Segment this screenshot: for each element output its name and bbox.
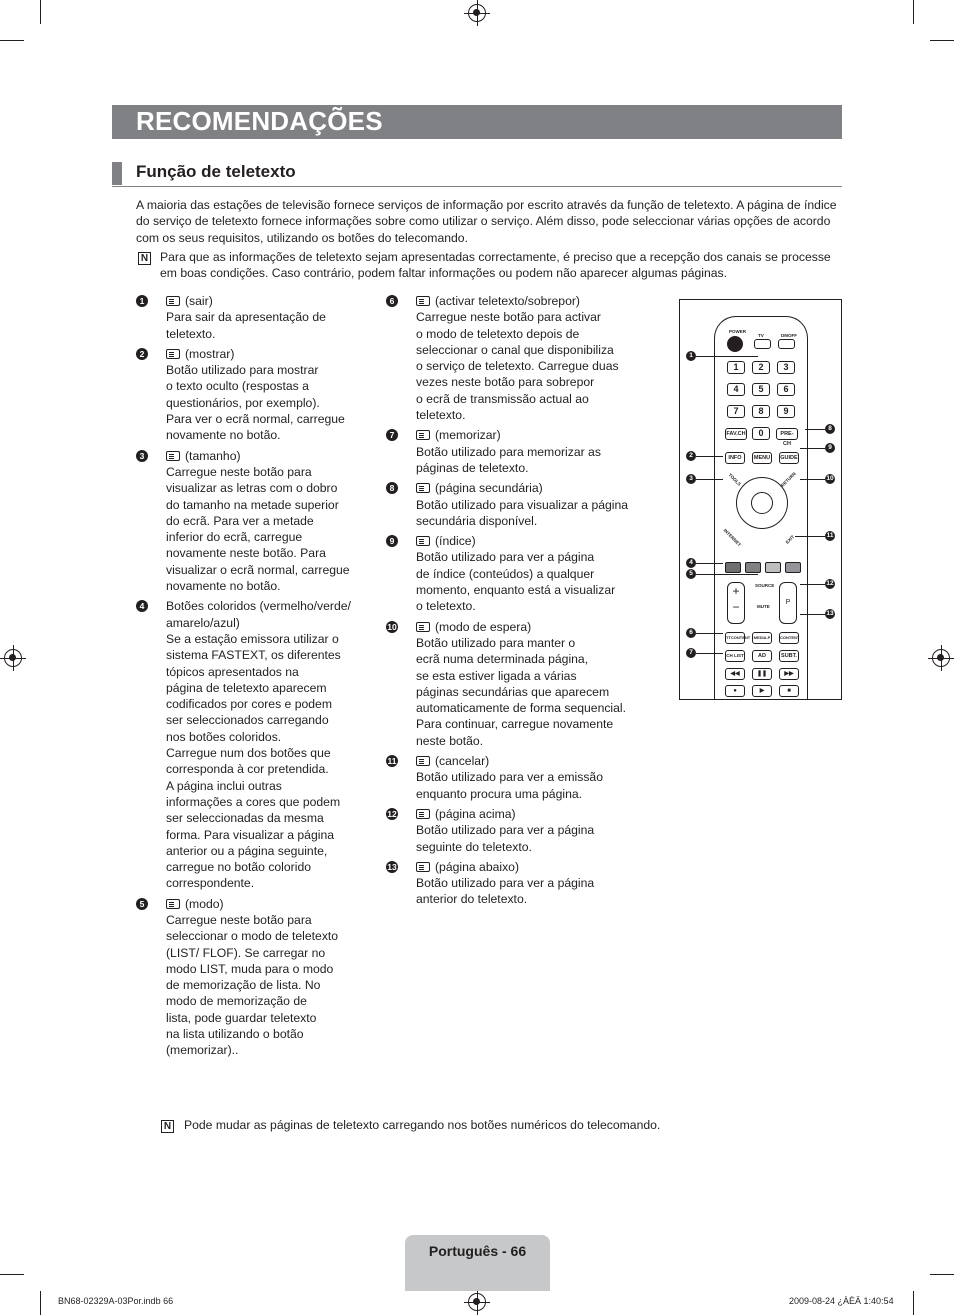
color-button-yellow xyxy=(765,562,781,573)
callout-13: 13 xyxy=(826,610,834,617)
item-number-badge: 13 xyxy=(387,861,397,872)
footer-tab xyxy=(405,1235,550,1291)
fast-forward-button: ▶▶ xyxy=(779,668,799,680)
description-line: questionários, por exemplo). xyxy=(166,395,320,410)
callout-10: 10 xyxy=(826,475,834,482)
items-left-column xyxy=(136,293,366,1059)
callout-5: 5 xyxy=(686,569,696,579)
ch-list-button: CH LIST xyxy=(725,650,745,662)
tools-label: TOOLS xyxy=(727,472,742,487)
callout-line xyxy=(795,536,825,537)
instruction-item xyxy=(136,598,366,891)
instruction-item xyxy=(386,427,648,476)
description-line: anterior do teletexto. xyxy=(416,892,528,907)
item-description xyxy=(386,444,648,477)
crop-mark xyxy=(930,1274,954,1275)
crop-mark xyxy=(913,1291,914,1315)
print-slug-right: 2009-08-24 ¿ÀÈÄ 1:40:54 xyxy=(789,1296,894,1306)
description-line: forma. Para visualizar a página xyxy=(166,827,335,842)
description-line: neste botão. xyxy=(416,733,484,748)
item-label: (memorizar) xyxy=(435,428,501,443)
item-header xyxy=(386,859,648,875)
internet-label: INTERNET xyxy=(722,527,742,548)
item-label: (página abaixo) xyxy=(435,859,520,874)
content-button: CONTENT xyxy=(779,632,799,644)
description-line: (memorizar).. xyxy=(166,1043,239,1058)
stop-button: ■ xyxy=(779,685,799,697)
description-line: nos botões coloridos. xyxy=(166,729,282,744)
crop-mark xyxy=(913,0,914,24)
item-description xyxy=(136,912,366,1059)
description-line: o serviço de teletexto. Carregue duas xyxy=(416,359,619,374)
rewind-button: ◀◀ xyxy=(725,668,745,680)
description-line: Carregue neste botão para xyxy=(166,464,312,479)
description-line: sistema FASTEXT, os diferentes xyxy=(166,648,341,663)
teletext-button-icon xyxy=(416,430,430,440)
note-1: Para que as informações de teletexto sejam apresentadas correctamente, é preciso que a recepção dos canais se processe em boas condições. Caso contrário, podem faltar informações ou podem não aparecer algumas páginas. xyxy=(160,250,831,281)
print-slug-left: BN68-02329A-03Por.indb 66 xyxy=(58,1296,174,1306)
registration-mark-icon xyxy=(4,649,22,667)
item-description xyxy=(386,822,648,855)
pre-ch-button: PRE-CH xyxy=(776,428,798,440)
description-line: ser seleccionados carregando xyxy=(166,713,329,728)
item-number-badge: 2 xyxy=(136,348,148,360)
description-line: modo de memorização de xyxy=(166,994,307,1009)
item-header xyxy=(386,293,648,309)
instruction-item xyxy=(136,896,366,1059)
callout-1: 1 xyxy=(686,351,696,361)
item-number-badge: 1 xyxy=(136,295,148,307)
item-number-badge: 3 xyxy=(136,450,148,462)
digit-0-button: 0 xyxy=(752,427,770,440)
teletext-button-icon xyxy=(416,483,430,493)
teletext-button-icon xyxy=(416,862,430,872)
description-line: inferior do ecrã, carregue xyxy=(166,530,303,545)
item-label: (página acima) xyxy=(435,806,516,821)
description-line: Botão utilizado para ver a emissão xyxy=(416,770,603,785)
description-line: vezes neste botão para sobrepor xyxy=(416,375,595,390)
item-header xyxy=(386,619,648,635)
description-line: Para ver o ecrã normal, carregue xyxy=(166,412,345,427)
description-line: codificados por cores e podem xyxy=(166,697,332,712)
intro-paragraph: A maioria das estações de televisão fornece serviços de informação por escrito através da função de teletexto. A página de índice do serviço de teletexto fornece informações sobre como utilizar o serviço. Além disso, pode seleccionar várias opções de acordo com os seus requisitos, utilizando os botões do telecomando. xyxy=(136,198,837,245)
instruction-item xyxy=(386,753,648,802)
teletext-button-icon xyxy=(416,536,430,546)
callout-line xyxy=(800,448,825,449)
description-line: Botão utilizado para ver a página xyxy=(416,876,595,891)
media-p-button: MEDIA.P xyxy=(752,632,772,644)
description-line: página de teletexto aparecem xyxy=(166,680,327,695)
description-line: secundária disponível. xyxy=(416,513,538,528)
section-rule xyxy=(112,186,842,187)
menu-button: MENU xyxy=(752,452,772,464)
description-line: anterior ou a página seguinte, xyxy=(166,843,328,858)
color-button-red xyxy=(725,562,741,573)
items-right-column xyxy=(386,293,648,908)
description-line: visualizar o ecrã normal, carregue xyxy=(166,562,350,577)
registration-mark-icon xyxy=(932,649,950,667)
dmoff-button xyxy=(778,339,795,349)
section-marker xyxy=(112,162,122,185)
instruction-item xyxy=(386,480,648,529)
description-line: Botão utilizado para memorizar as xyxy=(416,444,601,459)
play-button: ▶ xyxy=(752,685,772,697)
description-line: automaticamente de forma sequencial. xyxy=(416,701,627,716)
item-description xyxy=(136,362,366,443)
item-label: (mostrar) xyxy=(185,346,235,361)
callout-line xyxy=(696,653,723,654)
callout-2: 2 xyxy=(686,451,696,461)
teletext-button-icon xyxy=(166,349,180,359)
instruction-item xyxy=(136,293,366,342)
description-line: Botão utilizado para manter o xyxy=(416,635,576,650)
callout-12: 12 xyxy=(826,580,834,587)
item-description xyxy=(386,875,648,908)
note-icon: N xyxy=(161,1120,174,1133)
page-title-bar xyxy=(112,105,842,139)
item-number-badge: 9 xyxy=(386,535,398,547)
teletext-button-icon xyxy=(416,809,430,819)
callout-4: 4 xyxy=(686,558,696,568)
description-line: do ecrã. Para ver a metade xyxy=(166,513,314,528)
item-number-badge: 5 xyxy=(136,898,148,910)
crop-mark xyxy=(40,0,41,24)
description-line: páginas secundárias que aparecem xyxy=(416,684,610,699)
callout-line xyxy=(696,479,723,480)
description-line: carregue no botão colorido xyxy=(166,860,311,875)
description-line: amarelo/azul) xyxy=(166,615,240,630)
mute-label: MUTE xyxy=(757,604,770,609)
description-line: Para continuar, carregue novamente xyxy=(416,717,614,732)
item-header xyxy=(136,448,366,464)
callout-7: 7 xyxy=(686,648,696,658)
tv-label: TV xyxy=(758,333,764,338)
callout-8: 8 xyxy=(825,424,835,434)
description-line: o ecrã de transmissão actual ao xyxy=(416,391,589,406)
description-line: seleccionar o canal que disponibiliza xyxy=(416,342,614,357)
instruction-item xyxy=(136,448,366,595)
dpad-center-button xyxy=(751,492,773,514)
item-description xyxy=(386,309,648,423)
callout-line xyxy=(805,429,825,430)
description-line: seguinte do teletexto. xyxy=(416,839,532,854)
description-line: Botão utilizado para mostrar xyxy=(166,363,319,378)
tv-button xyxy=(754,339,771,349)
item-label: Botões coloridos (vermelho/verde/ xyxy=(166,599,351,614)
item-number-badge: 12 xyxy=(387,808,397,819)
item-number-badge: 11 xyxy=(387,756,397,767)
description-line: lista, pode guardar teletexto xyxy=(166,1010,317,1025)
section-title: Função de teletexto xyxy=(136,162,296,181)
description-line: páginas de teletexto. xyxy=(416,460,529,475)
description-line: Se a estação emissora utilizar o xyxy=(166,631,339,646)
item-label: (cancelar) xyxy=(435,754,490,769)
item-description xyxy=(386,635,648,749)
item-description xyxy=(386,497,648,530)
digit-4-button: 4 xyxy=(727,383,745,396)
item-header xyxy=(386,427,648,443)
return-label: RETURN xyxy=(779,471,797,488)
digit-6-button: 6 xyxy=(777,383,795,396)
exit-label: EXIT xyxy=(784,534,796,545)
callout-6: 6 xyxy=(686,628,696,638)
instruction-item xyxy=(386,533,648,614)
item-header xyxy=(136,293,366,309)
description-line: novamente no botão. xyxy=(166,428,281,443)
item-label: (modo de espera) xyxy=(435,619,532,634)
pause-button: ❚❚ xyxy=(752,668,772,680)
description-line: enquanto procura uma página. xyxy=(416,786,583,801)
item-number-badge: 10 xyxy=(387,621,397,632)
instruction-item xyxy=(386,859,648,908)
crop-mark xyxy=(0,40,24,41)
instruction-item xyxy=(386,293,648,423)
description-line: A página inclui outras xyxy=(166,778,282,793)
teletext-button-icon xyxy=(416,296,430,306)
description-line: tópicos apresentados na xyxy=(166,664,299,679)
description-line: Carregue neste botão para xyxy=(166,912,312,927)
item-header xyxy=(386,480,648,496)
callout-9: 9 xyxy=(825,443,835,453)
description-line: seleccionar o modo de teletexto xyxy=(166,929,339,944)
description-line: de memorização de lista. No xyxy=(166,978,321,993)
ttcontent-button: TTCONTENT xyxy=(725,632,745,644)
callout-line xyxy=(696,633,723,634)
description-line: teletexto. xyxy=(416,408,466,423)
digit-1-button: 1 xyxy=(727,361,745,374)
item-header xyxy=(386,753,648,769)
item-description xyxy=(136,309,366,342)
description-line: correspondente. xyxy=(166,876,255,891)
source-label: SOURCE xyxy=(755,583,775,588)
description-line: Para sair da apresentação de xyxy=(166,310,326,325)
description-line: do tamanho na metade superior xyxy=(166,497,339,512)
callout-line xyxy=(696,356,758,357)
description-line: visualizar as letras com o dobro xyxy=(166,481,338,496)
page-number: Português - 66 xyxy=(428,1243,527,1259)
item-label: (índice) xyxy=(435,534,476,549)
description-line: (LIST/ FLOF). Se carregar no xyxy=(166,945,326,960)
callout-line xyxy=(800,479,825,480)
power-label: POWER xyxy=(729,329,747,334)
power-button xyxy=(727,336,743,352)
color-button-green xyxy=(745,562,761,573)
description-line: Carregue neste botão para activar xyxy=(416,310,601,325)
item-label: (modo) xyxy=(185,896,224,911)
channel-rocker xyxy=(779,582,797,624)
teletext-button-icon xyxy=(166,451,180,461)
description-line: modo LIST, muda para o modo xyxy=(166,961,334,976)
description-line: Botão utilizado para ver a página xyxy=(416,550,595,565)
teletext-button-icon xyxy=(166,296,180,306)
crop-mark xyxy=(0,1274,24,1275)
description-line: o texto oculto (respostas a xyxy=(166,379,309,394)
registration-mark-icon xyxy=(468,1293,486,1311)
item-header xyxy=(136,346,366,362)
description-line: ser seleccionadas da mesma xyxy=(166,811,324,826)
instruction-item xyxy=(386,619,648,749)
crop-mark xyxy=(930,40,954,41)
description-line: de índice (conteúdos) a qualquer xyxy=(416,566,595,581)
item-label: (activar teletexto/sobrepor) xyxy=(435,294,580,308)
description-line: Carregue num dos botões que xyxy=(166,746,331,761)
description-line: o teletexto. xyxy=(416,599,476,614)
instruction-item xyxy=(136,346,366,444)
description-line: na lista utilizando o botão xyxy=(166,1027,304,1042)
item-description xyxy=(386,549,648,614)
description-line: momento, enquanto está a visualizar xyxy=(416,583,616,598)
page-title: RECOMENDAÇÕES xyxy=(136,106,383,136)
description-line: se esta estiver ligada a várias xyxy=(416,668,577,683)
item-number-badge: 8 xyxy=(386,482,398,494)
item-header xyxy=(386,806,648,822)
callout-line xyxy=(696,456,723,457)
item-header xyxy=(136,598,366,614)
item-number-badge: 6 xyxy=(386,295,398,307)
digit-2-button: 2 xyxy=(752,361,770,374)
registration-mark-icon xyxy=(468,4,486,22)
note-icon: N xyxy=(138,252,151,265)
crop-mark xyxy=(40,1291,41,1315)
description-line: teletexto. xyxy=(166,326,216,341)
guide-button: GUIDE xyxy=(779,452,799,464)
teletext-button-icon xyxy=(416,756,430,766)
digit-3-button: 3 xyxy=(777,361,795,374)
record-button: ● xyxy=(725,685,745,697)
digit-5-button: 5 xyxy=(752,383,770,396)
callout-line xyxy=(800,614,825,615)
description-line: Botão utilizado para visualizar a página xyxy=(416,497,629,512)
item-number-badge: 7 xyxy=(386,429,398,441)
teletext-button-icon xyxy=(166,899,180,909)
info-button: INFO xyxy=(725,452,745,464)
teletext-button-icon xyxy=(416,622,430,632)
item-number-badge: 4 xyxy=(136,600,148,612)
note-2: Pode mudar as páginas de teletexto carregando nos botões numéricos do telecomando. xyxy=(184,1118,661,1132)
item-description xyxy=(386,769,648,802)
callout-line xyxy=(696,563,723,564)
item-description xyxy=(136,464,366,594)
color-button-blue xyxy=(785,562,801,573)
description-line: ecrã numa determinada página, xyxy=(416,652,589,667)
description-line: o modo de teletexto depois de xyxy=(416,326,580,341)
description-line: corresponda à cor pretendida. xyxy=(166,762,329,777)
dmoff-label: DMOFF xyxy=(781,333,797,338)
digit-7-button: 7 xyxy=(727,405,745,418)
callout-11: 11 xyxy=(826,532,834,539)
item-label: (sair) xyxy=(185,294,213,308)
item-description xyxy=(136,615,366,892)
callout-line xyxy=(696,574,758,575)
remote-body xyxy=(714,316,808,700)
ad-button: AD xyxy=(752,650,772,662)
item-label: (tamanho) xyxy=(185,448,241,463)
item-header xyxy=(386,533,648,549)
volume-rocker: + − xyxy=(727,582,745,624)
digit-8-button: 8 xyxy=(752,405,770,418)
description-line: informações a cores que podem xyxy=(166,794,341,809)
item-label: (página secundária) xyxy=(435,481,543,496)
channel-p-label: P xyxy=(785,599,791,606)
remote-illustration xyxy=(679,299,842,700)
description-line: Botão utilizado para ver a página xyxy=(416,823,595,838)
description-line: novamente neste botão. Para xyxy=(166,546,326,561)
callout-line xyxy=(800,584,825,585)
callout-3: 3 xyxy=(686,474,696,484)
description-line: novamente no botão. xyxy=(166,579,281,594)
item-header xyxy=(136,896,366,912)
fav-ch-button: FAV.CH xyxy=(725,428,747,440)
digit-9-button: 9 xyxy=(777,405,795,418)
instruction-item xyxy=(386,806,648,855)
subt-button: SUBT. xyxy=(779,650,799,662)
